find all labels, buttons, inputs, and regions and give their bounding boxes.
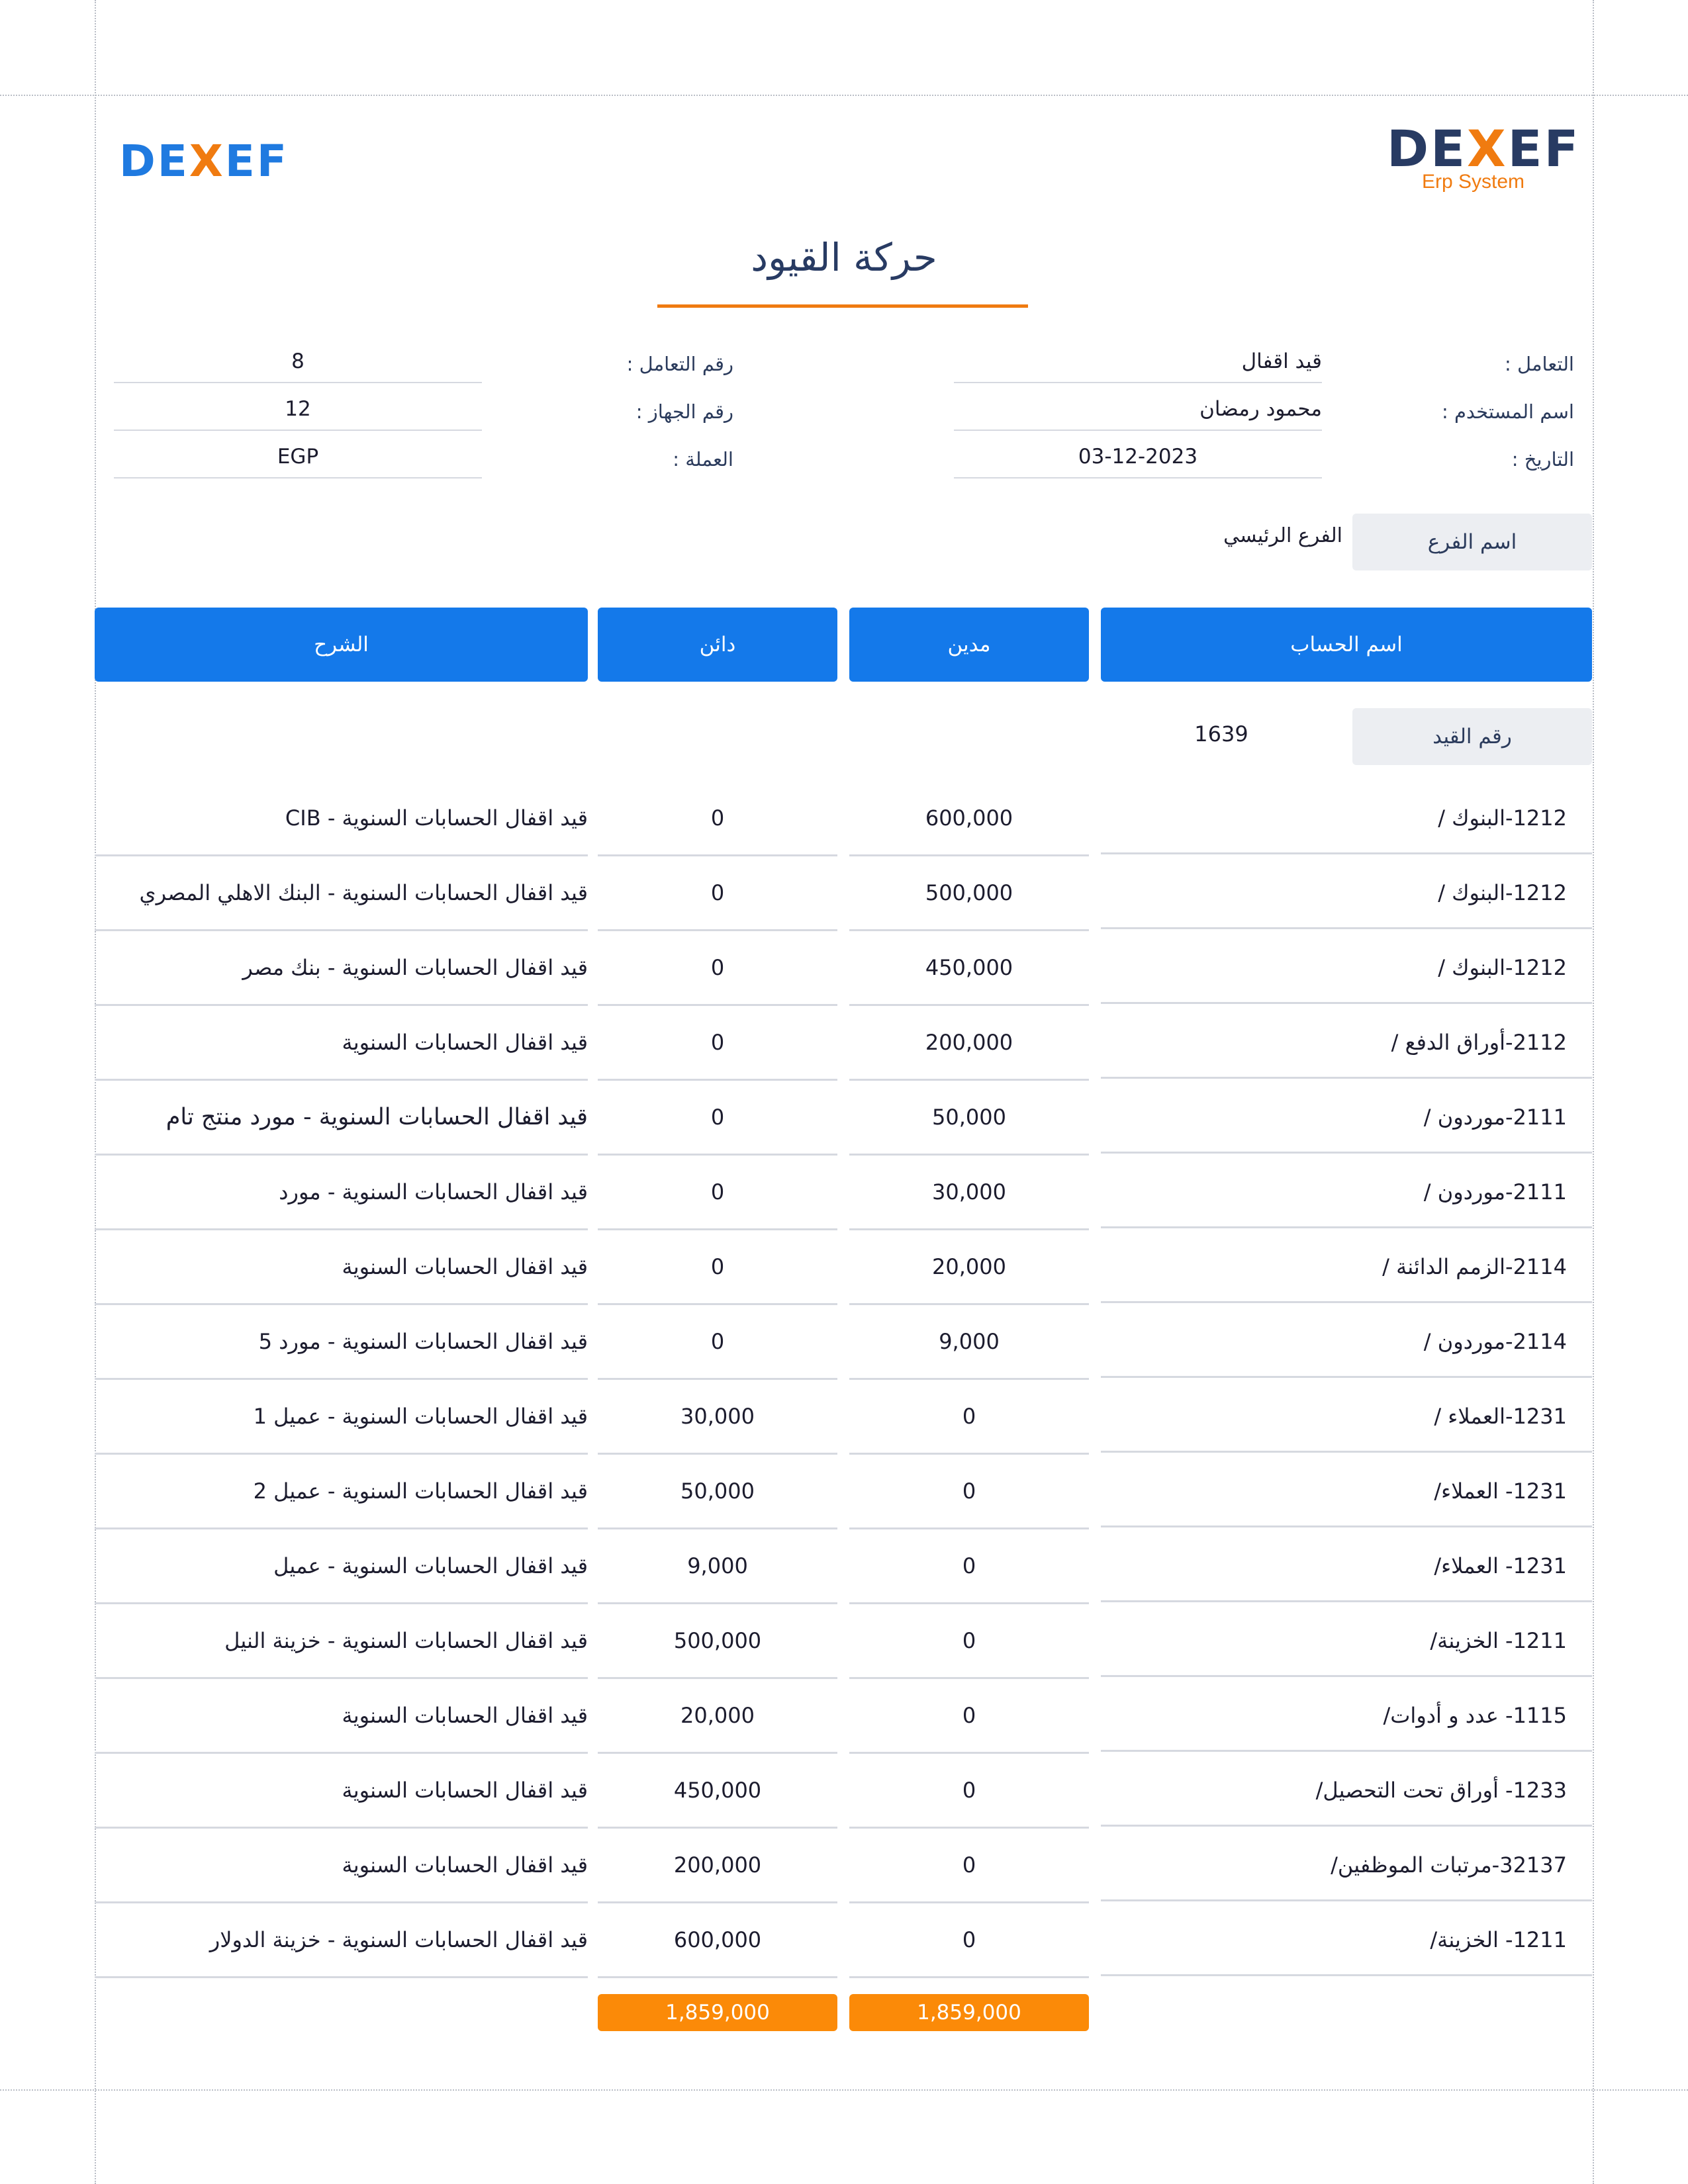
debit-cell: 0 (849, 1529, 1089, 1604)
table-row (0, 1529, 1688, 1604)
debit-cell: 50,000 (849, 1080, 1089, 1156)
account-cell: 1212-البنوك / (1101, 781, 1592, 854)
credit-cell: 0 (598, 1230, 837, 1305)
debit-cell: 0 (849, 1903, 1089, 1978)
branch-label: اسم الفرع (1352, 514, 1592, 570)
credit-total: 1,859,000 (598, 1994, 837, 2031)
user-value: محمود رمضان (954, 392, 1322, 431)
entry-number-value: 1639 (1194, 721, 1248, 747)
account-cell: 2114-موردون / (1101, 1304, 1592, 1378)
header-account: اسم الحساب (1101, 608, 1592, 682)
credit-cell: 0 (598, 931, 837, 1006)
credit-cell: 0 (598, 1155, 837, 1230)
account-cell: 1212-البنوك / (1101, 856, 1592, 929)
credit-cell: 9,000 (598, 1529, 837, 1604)
dexef-logo-left: DEXEF (119, 136, 289, 187)
debit-cell: 0 (849, 1678, 1089, 1754)
credit-cell: 50,000 (598, 1454, 837, 1529)
branch-value: الفرع الرئيسي (1223, 524, 1342, 547)
transaction-label: التعامل : (1505, 353, 1574, 375)
table-row (0, 1155, 1688, 1230)
description-cell: قيد اقفال الحسابات السنوية (95, 1828, 588, 1903)
credit-cell: 450,000 (598, 1753, 837, 1829)
debit-cell: 0 (849, 1454, 1089, 1529)
credit-cell: 600,000 (598, 1903, 837, 1978)
page-guide-top (0, 95, 1688, 96)
credit-cell: 0 (598, 1304, 837, 1380)
account-cell: 2111-موردون / (1101, 1155, 1592, 1228)
transaction-value: قيد اقفال (954, 345, 1322, 383)
description-cell: قيد اقفال الحسابات السنوية - عميل 2 (95, 1454, 588, 1529)
credit-cell: 0 (598, 781, 837, 856)
description-cell: قيد اقفال الحسابات السنوية - البنك الاهلي المصري (95, 856, 588, 931)
account-cell: 2114-الزمم الدائنة / (1101, 1230, 1592, 1303)
account-cell: 32137-مرتبات الموظفين/ (1101, 1828, 1592, 1901)
table-row (0, 1604, 1688, 1678)
account-cell: 1211- الخزينة/ (1101, 1903, 1592, 1976)
account-cell: 2112-أوراق الدفع / (1101, 1005, 1592, 1079)
table-row (0, 1304, 1688, 1379)
table-row (0, 1454, 1688, 1529)
table-row (0, 1678, 1688, 1753)
transaction-no-label: رقم التعامل : (626, 353, 733, 375)
debit-cell: 9,000 (849, 1304, 1089, 1380)
description-cell: قيد اقفال الحسابات السنوية - خزينة الدولار (95, 1903, 588, 1978)
journal-entries-table (0, 781, 1688, 1978)
debit-cell: 30,000 (849, 1155, 1089, 1230)
account-cell: 1231- العملاء/ (1101, 1529, 1592, 1602)
currency-label: العملة : (673, 448, 733, 471)
debit-cell: 600,000 (849, 781, 1089, 856)
erp-system-subtitle: Erp System (1422, 171, 1525, 193)
date-value: 03-12-2023 (954, 440, 1322, 478)
credit-cell: 20,000 (598, 1678, 837, 1754)
date-label: التاريخ : (1511, 448, 1574, 471)
description-cell: قيد اقفال الحسابات السنوية (95, 1753, 588, 1829)
debit-cell: 200,000 (849, 1005, 1089, 1081)
table-row (0, 1379, 1688, 1454)
debit-total: 1,859,000 (849, 1994, 1089, 2031)
credit-cell: 30,000 (598, 1379, 837, 1455)
description-cell: قيد اقفال الحسابات السنوية - مورد 5 (95, 1304, 588, 1380)
table-row (0, 1828, 1688, 1903)
account-cell: 1211- الخزينة/ (1101, 1604, 1592, 1677)
debit-cell: 500,000 (849, 856, 1089, 931)
debit-cell: 20,000 (849, 1230, 1089, 1305)
table-row (0, 1230, 1688, 1304)
header-credit: دائن (598, 608, 837, 682)
account-cell: 1231- العملاء/ (1101, 1454, 1592, 1527)
description-cell: قيد اقفال الحسابات السنوية - بنك مصر (95, 931, 588, 1006)
page-guide-bottom (0, 2089, 1688, 2091)
description-cell: قيد اقفال الحسابات السنوية (95, 1005, 588, 1081)
page-title: حركة القيود (751, 235, 937, 280)
account-cell: 2111-موردون / (1101, 1080, 1592, 1154)
table-row (0, 1080, 1688, 1155)
description-cell: قيد اقفال الحسابات السنوية - عميل (95, 1529, 588, 1604)
credit-cell: 0 (598, 1005, 837, 1081)
credit-cell: 0 (598, 856, 837, 931)
description-cell: قيد اقفال الحسابات السنوية (95, 1230, 588, 1305)
description-cell: قيد اقفال الحسابات السنوية - CIB (95, 781, 588, 856)
account-cell: 1212-البنوك / (1101, 931, 1592, 1004)
credit-cell: 500,000 (598, 1604, 837, 1679)
account-cell: 1115- عدد و أدوات/ (1101, 1678, 1592, 1752)
table-row (0, 1903, 1688, 1978)
account-cell: 1233- أوراق تحت التحصيل/ (1101, 1753, 1592, 1827)
table-row (0, 1005, 1688, 1080)
description-cell: قيد اقفال الحسابات السنوية - مورد منتج تام (95, 1080, 588, 1156)
debit-cell: 0 (849, 1753, 1089, 1829)
description-cell: قيد اقفال الحسابات السنوية - عميل 1 (95, 1379, 588, 1455)
description-cell: قيد اقفال الحسابات السنوية - خزينة النيل (95, 1604, 588, 1679)
currency-value: EGP (114, 440, 482, 478)
credit-cell: 200,000 (598, 1828, 837, 1903)
description-cell: قيد اقفال الحسابات السنوية (95, 1678, 588, 1754)
table-row (0, 781, 1688, 856)
account-cell: 1231-العملاء / (1101, 1379, 1592, 1453)
debit-cell: 0 (849, 1828, 1089, 1903)
entry-number-label: رقم القيد (1352, 708, 1592, 765)
user-label: اسم المستخدم : (1441, 400, 1574, 423)
debit-cell: 450,000 (849, 931, 1089, 1006)
debit-cell: 0 (849, 1604, 1089, 1679)
debit-cell: 0 (849, 1379, 1089, 1455)
header-debit: مدين (849, 608, 1089, 682)
device-no-value: 12 (114, 392, 482, 431)
transaction-no-value: 8 (114, 345, 482, 383)
table-row (0, 856, 1688, 931)
header-description: الشرح (95, 608, 588, 682)
title-underline (657, 304, 1028, 308)
table-row (0, 1753, 1688, 1828)
credit-cell: 0 (598, 1080, 837, 1156)
device-no-label: رقم الجهاز : (635, 400, 733, 423)
description-cell: قيد اقفال الحسابات السنوية - مورد (95, 1155, 588, 1230)
table-row (0, 931, 1688, 1005)
dexef-logo-right: DEXEF (1387, 119, 1581, 178)
